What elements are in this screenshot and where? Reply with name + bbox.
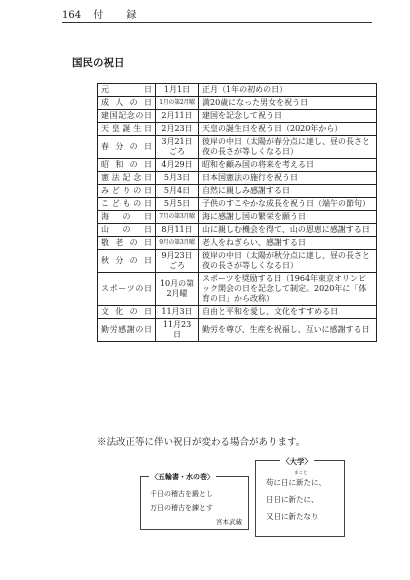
holiday-description: 山に親しむ機会を得て、山の恩恵に感謝する日 (199, 224, 377, 237)
holiday-name: みどりの日 (98, 185, 156, 198)
holiday-description: 正月（1年の初めの日） (199, 84, 377, 97)
holiday-date: 1月1日 (156, 84, 199, 97)
holiday-name: 勤労感謝の日 (98, 319, 156, 342)
holiday-name: 成 人 の 日 (98, 97, 156, 110)
quote-author: 宮本武蔵 (216, 518, 242, 526)
holiday-description: 子供のすこやかな成長を祝う日（端午の節句） (199, 198, 377, 211)
holiday-name: 山 の 日 (98, 224, 156, 237)
quote-caption: 〈五輪書・水の巻〉 (151, 472, 214, 481)
holiday-date: 3月21日ごろ (156, 136, 199, 159)
holiday-date: 5月3日 (156, 172, 199, 185)
holiday-description: 満20歳になった男女を祝う日 (199, 97, 377, 110)
table-row (98, 306, 377, 319)
table-row (98, 172, 377, 185)
holiday-name: 海 の 日 (98, 211, 156, 224)
holiday-description: 勤労を尊び、生産を祝福し、互いに感謝する日 (199, 319, 377, 342)
table-row (98, 273, 377, 306)
holiday-date: 10月の第2月曜 (156, 273, 199, 306)
quote-line: 苟に日に新たに、 (266, 478, 326, 487)
holiday-date: 5月4日 (156, 185, 199, 198)
holiday-date: 7月の第3月曜 (156, 211, 199, 224)
holiday-description: 昭和を顧み国の将来を考える日 (199, 159, 377, 172)
table-row (98, 136, 377, 159)
table-row (98, 159, 377, 172)
holiday-date: 1月の第2月曜 (156, 97, 199, 110)
holiday-date: 2月23日 (156, 123, 199, 136)
table-row (98, 97, 377, 110)
page-header (62, 6, 146, 21)
section-title: 国民の祝日 (72, 57, 125, 69)
holiday-name: 敬 老 の 日 (98, 237, 156, 250)
holiday-description: スポーツを奨励する日（1964年東京オリンピック開会の日を記念して制定。2020年に「体育の日」から改称） (199, 273, 377, 306)
holiday-date: 4月29日 (156, 159, 199, 172)
quote-line: 日日に新たに、 (266, 495, 319, 504)
holiday-name: 秋 分 の 日 (98, 250, 156, 273)
table-row (98, 319, 377, 342)
table-row (98, 123, 377, 136)
ruby-reading: まこと (294, 471, 308, 476)
quote-box-daigaku (255, 457, 345, 537)
page-number: 164 (62, 10, 82, 21)
holiday-name: 憲法記念日 (98, 172, 156, 185)
table-row (98, 84, 377, 97)
holiday-date: 11月3日 (156, 306, 199, 319)
table-row (98, 110, 377, 123)
holiday-date: 5月5日 (156, 198, 199, 211)
header-rule (62, 22, 372, 23)
holiday-name: 文 化 の 日 (98, 306, 156, 319)
quote-line: 千日の稽古を鍛とし (150, 490, 213, 498)
table-row (98, 198, 377, 211)
holiday-date: 9月の第3月曜 (156, 237, 199, 250)
holiday-description: 海に感謝し国の繁栄を願う日 (199, 211, 377, 224)
holiday-description: 彼岸の中日（太陽が春分点に達し、昼の長さと夜の長さが等しくなる日） (199, 136, 377, 159)
holiday-date: 11月23日 (156, 319, 199, 342)
quote-line: 万日の稽古を錬とす (150, 504, 213, 512)
holiday-description: 建国を記念して祝う日 (199, 110, 377, 123)
holiday-date: 9月23日ごろ (156, 250, 199, 273)
holiday-description: 老人をねぎらい、感謝する日 (199, 237, 377, 250)
chapter-title: 付 録 (93, 10, 147, 21)
footnote: ※法改正等に伴い祝日が変わる場合があります。 (97, 437, 306, 448)
quote-line: 又日に新たなり (266, 512, 319, 521)
holiday-name: 元 日 (98, 84, 156, 97)
holiday-name: スポーツの日 (98, 273, 156, 306)
holiday-name: 昭 和 の 日 (98, 159, 156, 172)
holiday-name: 春 分 の 日 (98, 136, 156, 159)
holiday-description: 自由と平和を愛し、文化をすすめる日 (199, 306, 377, 319)
quote-caption: 〈大学〉 (282, 457, 312, 466)
table-row (98, 185, 377, 198)
holiday-description: 日本国憲法の施行を祝う日 (199, 172, 377, 185)
holiday-description: 天皇の誕生日を祝う日（2020年から） (199, 123, 377, 136)
holiday-table (97, 83, 377, 342)
holiday-description: 自然に親しみ感謝する日 (199, 185, 377, 198)
holiday-name: 建国記念の日 (98, 110, 156, 123)
holiday-description: 彼岸の中日（太陽が秋分点に達し、昼の長さと夜の長さが等しくなる日） (199, 250, 377, 273)
table-row (98, 224, 377, 237)
table-row (98, 211, 377, 224)
holiday-name: 天皇誕生日 (98, 123, 156, 136)
table-row (98, 250, 377, 273)
holiday-date: 8月11日 (156, 224, 199, 237)
table-row (98, 237, 377, 250)
holiday-name: こどもの日 (98, 198, 156, 211)
holiday-date: 2月11日 (156, 110, 199, 123)
quote-box-gorin (140, 472, 249, 530)
